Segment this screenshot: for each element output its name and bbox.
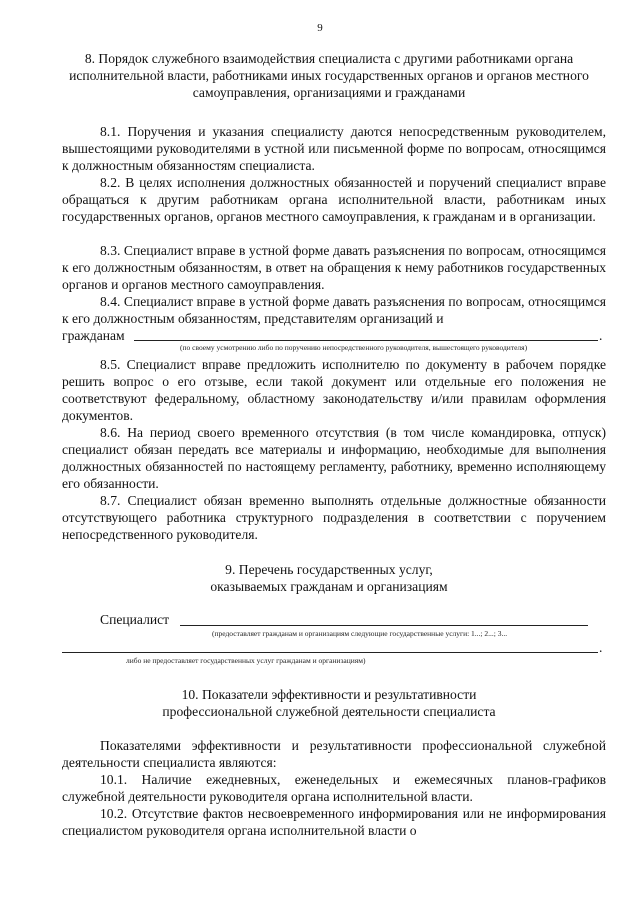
section10-heading-line1: 10. Показатели эффективности и результативности <box>181 687 477 702</box>
paragraph-8-1: 8.1. Поручения и указания специалисту даются непосредственным руководителем, вышестоящими руководителями в устной или письменной форме по вопросам, относящимся к должностным обязанностям специалиста. <box>62 124 606 173</box>
paragraph-10-intro: Показателями эффективности и результативности профессиональной служебной деятельности специалиста являются: <box>62 738 606 770</box>
services-end-period: . <box>599 640 603 655</box>
services-fill-line-2 <box>62 652 598 653</box>
paragraph-8-3: 8.3. Специалист вправе в устной форме давать разъяснения по вопросам, относящимся к его должностным обязанностям, в ответ на обращения к нему работников государственных органов и органов местного самоуправления. <box>62 243 606 292</box>
section10-heading-line2: профессиональной служебной деятельности специалиста <box>162 704 496 719</box>
paragraph-8-4-tail: гражданам <box>62 328 125 343</box>
end-period: . <box>599 328 603 343</box>
paragraph-8-4: 8.4. Специалист вправе в устной форме давать разъяснения по вопросам, относящимся к его должностным обязанностям, представителям организаций и <box>62 294 606 326</box>
section9-heading-line2: оказываемых гражданам и организациям <box>210 579 448 594</box>
section9-heading-line1: 9. Перечень государственных услуг, <box>225 562 433 577</box>
paragraph-8-5: 8.5. Специалист вправе предложить исполнителю по документу в рабочем порядке решить вопрос о его отзыве, если такой документ или отдельные его положения не соответствуют федеральному, областному законодательству и/или правилам оформления документов. <box>62 357 606 423</box>
section8-heading: 8. Порядок служебного взаимодействия специалиста с другими работниками органа исполнительной власти, работниками иных государственных органов и органов местного самоуправления, организациями и гражданами <box>69 51 589 100</box>
paragraph-10-1: 10.1. Наличие ежедневных, еженедельных и ежемесячных планов-графиков служебной деятельности руководителя органа исполнительной власти. <box>62 772 606 804</box>
paragraph-8-2: 8.2. В целях исполнения должностных обязанностей и поручений специалист вправе обращаться к другим работникам органа исполнительной власти, работникам иных государственных органов, органов местного самоуправления, к гражданам и в организации. <box>62 175 606 224</box>
services-footnote: (предоставляет гражданам и организациям следующие государственные услуги: 1...; 2...; 3... <box>212 629 508 638</box>
specialist-label: Специалист <box>100 612 170 627</box>
paragraph-8-6: 8.6. На период своего временного отсутствия (в том числе командировка, отпуск) специалист обязан передать все материалы и информацию, необходимые для выполнения должностных обязанностей по настоящему регламенту, работнику, временно исполняющему его обязанности. <box>62 425 606 491</box>
fill-line <box>134 340 598 341</box>
paragraph-8-7: 8.7. Специалист обязан временно выполнять отдельные должностные обязанности отсутствующего работника структурного подразделения в соответствии с поручением непосредственного руководителя. <box>62 493 606 542</box>
page-number: 9 <box>317 22 323 34</box>
p4-footnote: (по своему усмотрению либо по поручению непосредственного руководителя, вышестоящего руководителя) <box>180 343 528 352</box>
services-fill-line <box>180 625 588 626</box>
services-footnote-2: либо не предоставляет государственных услуг гражданам и организациям) <box>126 656 366 665</box>
paragraph-10-2: 10.2. Отсутствие фактов несвоевременного информирования или не информирования специалистом руководителя органа исполнительной власти о <box>62 806 606 838</box>
